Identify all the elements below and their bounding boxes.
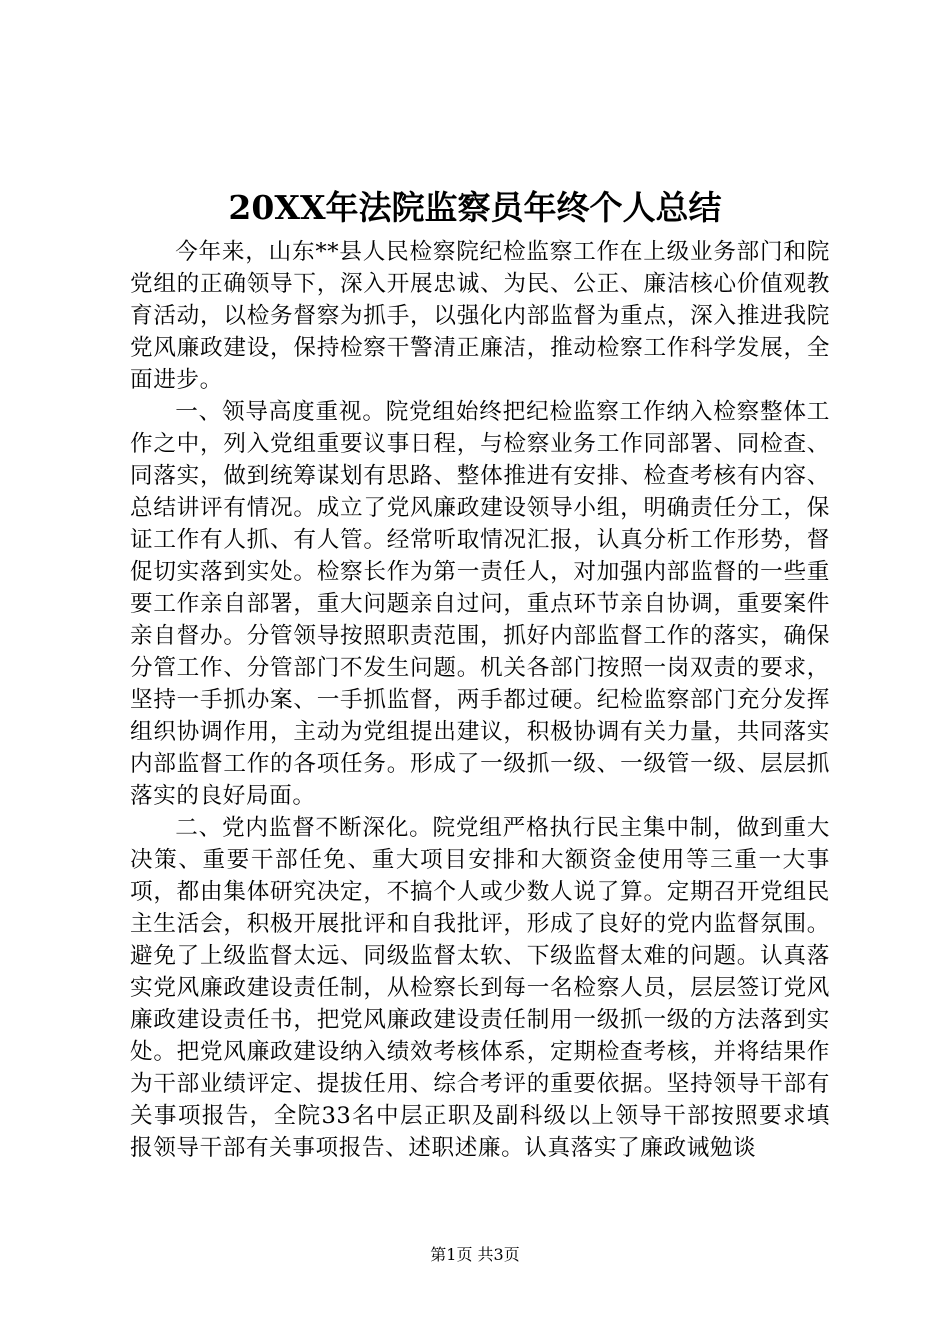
paragraph-section-2: 二、党内监督不断深化。院党组严格执行民主集中制，做到重大决策、重要干部任免、重大项目安排和大额资金使用等三重一大事项，都由集体研究决定，不搞个人或少数人说了算。定期召开党组民主生活会，积极开展批评和自我批评，形成了良好的党内监督氛围。避免了上级监督太远、同级监督太软、下级监督太难的问题。认真落实党风廉政建设责任制，从检察长到每一名检察人员，层层签订党风廉政建设责任书，把党风廉政建设责任制用一级抓一级的方法落到实处。把党风廉政建设纳入绩效考核体系，定期检查考核，并将结果作为干部业绩评定、提拔任用、综合考评的重要依据。坚持领导干部有关事项报告，全院33名中层正职及副科级以上领导干部按照要求填报领导干部有关事项报告、述职述廉。认真落实了廉政诫勉谈 (130, 815, 830, 1161)
page-footer: 第1页 共3页 (430, 1245, 520, 1264)
paragraph-intro: 今年来，山东**县人民检察院纪检监察工作在上级业务部门和院党组的正确领导下，深入开展忠诚、为民、公正、廉洁核心价值观教育活动，以检务督察为抓手，以强化内部监督为重点，深入推进我院党风廉政建设，保持检察干警清正廉洁，推动检察工作科学发展，全面进步。 (130, 239, 830, 393)
paragraph-section-1: 一、领导高度重视。院党组始终把纪检监察工作纳入检察整体工作之中，列入党组重要议事日程，与检察业务工作同部署、同检查、同落实，做到统筹谋划有思路、整体推进有安排、检查考核有内容、总结讲评有情况。成立了党风廉政建设领导小组，明确责任分工，保证工作有人抓、有人管。经常听取情况汇报，认真分析工作形势，督促切实落到实处。检察长作为第一责任人，对加强内部监督的一些重要工作亲自部署，重大问题亲自过问，重点环节亲自协调，重要案件亲自督办。分管领导按照职责范围，抓好内部监督工作的落实，确保分管工作、分管部门不发生问题。机关各部门按照一岗双责的要求，坚持一手抓办案、一手抓监督，两手都过硬。纪检监察部门充分发挥组织协调作用，主动为党组提出建议，积极协调有关力量，共同落实内部监督工作的各项任务。形成了一级抓一级、一级管一级、层层抓落实的良好局面。 (130, 399, 830, 809)
document-body (130, 236, 830, 1164)
document-title: 20XX年法院监察员年终个人总结 (228, 188, 722, 227)
